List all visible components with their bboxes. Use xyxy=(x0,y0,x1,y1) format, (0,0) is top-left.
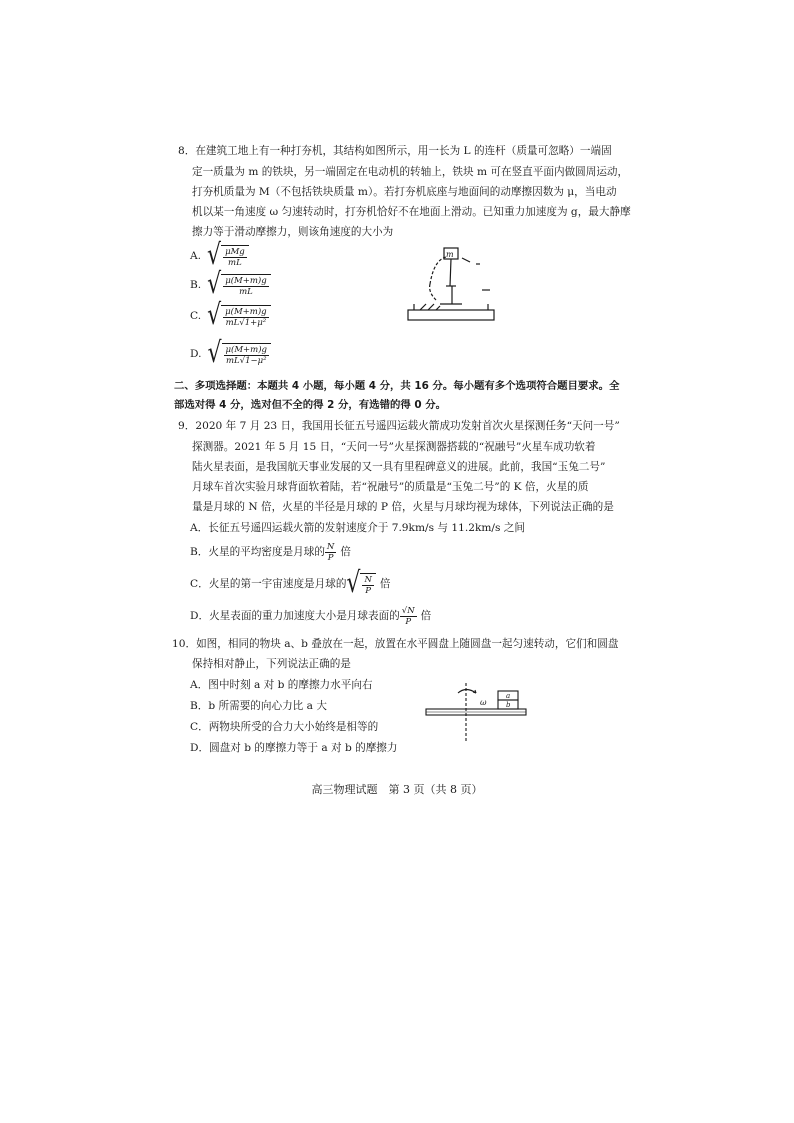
q10-option-c[interactable]: C．两物块所受的合力大小始终是相等的 xyxy=(190,721,379,733)
q9-option-c-text: C．火星的第一宇宙速度是月球的 xyxy=(190,578,347,590)
fraction xyxy=(325,542,336,563)
q9-option-d[interactable] xyxy=(190,603,431,629)
q9-option-d-den: P xyxy=(405,616,412,627)
q8-rammer-figure xyxy=(400,244,500,326)
q9-option-d-suffix: 倍 xyxy=(420,610,432,622)
q9-line-3: 陆火星表面，是我国航天事业发展的又一具有里程碑意义的进展。此前，我国“玉兔二号” xyxy=(192,461,606,473)
q9-option-b-den: P xyxy=(327,552,334,563)
q9-line-2: 探测器。2021 年 5 月 15 日，“天问一号”火星探测器搭载的“祝融号”火星车成功软着 xyxy=(192,441,596,453)
fraction xyxy=(400,606,417,627)
q10-line-2: 保持相对静止，下列说法正确的是 xyxy=(192,658,351,670)
q8-option-a-label: A. xyxy=(190,250,202,262)
q8-option-c-label: C. xyxy=(190,310,202,322)
q8-figure-mass-label: m xyxy=(446,250,454,259)
q8-option-a[interactable] xyxy=(190,239,249,272)
q8-option-c-den: mL√1+μ² xyxy=(225,317,267,328)
q8-line-3: 打夯机质量为 M（不包括铁块质量 m）。若打夯机底座与地面间的动摩擦因数为 μ，当电动 xyxy=(192,186,617,198)
q10-disk-figure xyxy=(422,683,530,745)
q8-option-b-den: mL xyxy=(239,286,253,297)
section-2-line-2: 部选对得 4 分，选对但不全的得 2 分，有选错的得 0 分。 xyxy=(174,399,446,411)
q8-line-1: 8．在建筑工地上有一种打夯机，其结构如图所示，用一长为 L 的连杆（质量可忽略）一端固 xyxy=(178,145,612,157)
q8-line-5: 擦力等于滑动摩擦力，则该角速度的大小为 xyxy=(192,226,394,238)
q9-line-4: 月球车首次实验月球背面软着陆，若“祝融号”的质量是“玉兔二号”的 K 倍，火星的质 xyxy=(192,481,589,493)
q10-line-1: 10．如图，相同的物块 a、b 叠放在一起，放置在水平圆盘上随圆盘一起匀速转动，它们和圆盘 xyxy=(172,638,619,650)
q8-option-c[interactable] xyxy=(190,299,271,332)
q10-figure-a-label: a xyxy=(506,692,511,700)
q8-option-a-num: μMg xyxy=(225,246,245,257)
q8-line-2: 定一质量为 m 的铁块，另一端固定在电动机的转轴上，铁块 m 可在竖直平面内做圆周运动， xyxy=(192,166,629,178)
q10-option-d[interactable]: D．圆盘对 b 的摩擦力等于 a 对 b 的摩擦力 xyxy=(190,742,398,754)
q8-option-d-num: μ(M+m)g xyxy=(225,344,267,355)
q8-option-d-den: mL√1−μ² xyxy=(225,355,267,366)
q10-option-b[interactable]: B．b 所需要的向心力比 a 大 xyxy=(190,700,327,712)
q8-option-a-den: mL xyxy=(228,257,242,268)
q10-figure-omega: ω xyxy=(480,698,487,707)
page-footer: 高三物理试题 第 3 页（共 8 页） xyxy=(311,783,483,796)
q9-option-c[interactable] xyxy=(190,567,391,600)
q8-option-b[interactable] xyxy=(190,268,271,301)
q9-option-b[interactable] xyxy=(190,540,351,564)
q8-line-4: 机以某一角速度 ω 匀速转动时，打夯机恰好不在地面上滑动。已知重力加速度为 g，最大静摩 xyxy=(192,206,631,218)
q9-option-d-text: D．火星表面的重力加速度大小是月球表面的 xyxy=(190,610,400,622)
q9-option-c-den: P xyxy=(365,585,372,596)
q9-line-5: 量是月球的 N 倍，火星的半径是月球的 P 倍，火星与月球均视为球体，下列说法正确的是 xyxy=(192,501,614,513)
q8-option-b-num: μ(M+m)g xyxy=(225,275,267,286)
sqrt-symbol: √ $\frac{N}{P}$ xyxy=(346,573,375,596)
q10-option-a[interactable]: A．图中时刻 a 对 b 的摩擦力水平向右 xyxy=(190,679,373,691)
sqrt-symbol: √ $\frac{\mu(M+m)g}{\text{mL√1−μ²}}$ xyxy=(207,343,271,366)
q8-option-d[interactable] xyxy=(190,337,271,370)
q9-line-1: 9．2020 年 7 月 23 日，我国用长征五号遥四运载火箭成功发射首次火星探测任务“天问一号” xyxy=(178,420,620,432)
q9-option-b-num: N xyxy=(326,541,335,552)
section-2-line-1: 二、多项选择题：本题共 4 小题，每小题 4 分，共 16 分。每小题有多个选项符合题目要求。全 xyxy=(174,380,620,392)
q10-figure-b-label: b xyxy=(506,701,511,709)
q9-option-a[interactable]: A．长征五号遥四运载火箭的发射速度介于 7.9km/s 与 11.2km/s 之间 xyxy=(190,522,525,534)
q8-option-d-label: D. xyxy=(190,348,202,360)
q8-option-c-num: μ(M+m)g xyxy=(225,306,267,317)
q9-option-c-suffix: 倍 xyxy=(379,578,391,590)
q9-option-d-num: √N xyxy=(401,605,415,616)
q9-option-c-num: N xyxy=(364,574,372,585)
q9-option-b-text: B．火星的平均密度是月球的 xyxy=(190,546,325,558)
q9-option-b-suffix: 倍 xyxy=(340,546,351,558)
sqrt-symbol: √ $\frac{\mu(M+m)g}{\text{mL√1+μ²}}$ xyxy=(207,305,271,328)
sqrt-symbol: √ $\frac{\mu(M+m)g}{mL}$ xyxy=(207,274,271,297)
sqrt-symbol: √ $\frac{\text{μMg}}{mL}$ xyxy=(207,245,249,268)
q8-option-b-label: B. xyxy=(190,279,202,291)
